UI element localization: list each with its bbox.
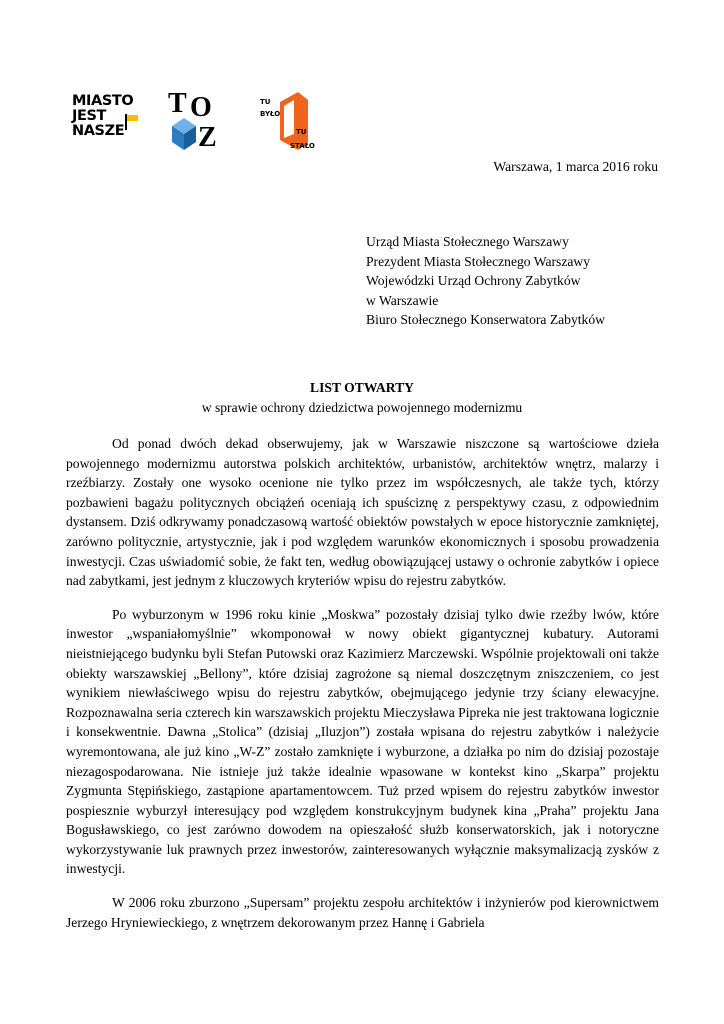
tbts-word-3: TU xyxy=(296,128,307,136)
addressee-block xyxy=(366,232,605,330)
addressee-line: Urząd Miasta Stołecznego Warszawy xyxy=(366,234,569,249)
letter-date: Warszawa, 1 marca 2016 roku xyxy=(493,159,658,174)
toz-letter-z: Z xyxy=(198,122,217,153)
letter-body xyxy=(66,434,659,946)
mjn-line-1: MIASTO xyxy=(72,93,134,109)
toz-letter-o: O xyxy=(190,92,212,123)
addressee-line: Biuro Stołecznego Konserwatora Zabytków xyxy=(366,312,605,327)
addressee-line: w Warszawie xyxy=(366,292,439,308)
flag-icon xyxy=(124,114,140,130)
toz-letter-t: T xyxy=(168,88,187,119)
tbts-word-2: BYŁO xyxy=(260,110,281,118)
letter-subtitle: w sprawie ochrony dziedzictwa powojennego modernizmu xyxy=(201,400,523,415)
addressee-line: Prezydent Miasta Stołecznego Warszawy xyxy=(366,253,591,269)
body-paragraph-1: Od ponad dwóch dekad obserwujemy, jak w Warszawie niszczone są wartościowe dzieła powojennego modernizmu autorstwa polskich architektów, urbanistów, architektów wnętrz, malarzy i rzeźbiarzy. Zostały one wysoko ocenione nie tylko przez im współczesnych, ale także tych, którzy pozbawieni bagażu politycznych obciążeń oceniają ich spuściznę z perspektywy czasu, z odpowiednim dystansem. Dziś odkrywamy ponadczasową wartość obiektów powstałych w epoce historycznie zamkniętej, zarówno politycznie, artystycznie, jak i pod względem warunków ekonomicznych i sposobu prowadzenia inwestycji. Czas uświadomić sobie, że fakt ten, według obowiązującej ustawy o ochronie zabytków i opiece nad zabytkami, jest jednym z kluczowych kryteriów wpisu do rejestru zabytków. xyxy=(66,436,659,589)
mjn-line-3: NASZE xyxy=(72,123,125,139)
tu-bylo-tu-stalo-logo xyxy=(258,90,318,156)
miasto-jest-nasze-logo xyxy=(72,94,142,152)
tbts-word-4: STAŁO xyxy=(290,142,315,150)
mjn-line-2: JEST xyxy=(72,108,107,124)
letter-title: LIST OTWARTY xyxy=(310,380,414,395)
body-paragraph-3: W 2006 roku zburzono „Supersam” projektu zespołu architektów i inżynierów pod kierownictwem Jerzego Hryniewieckiego, z wnętrzem dekorowanym przez Hannę i Gabriela xyxy=(66,895,659,930)
addressee-line: Wojewódzki Urząd Ochrony Zabytków xyxy=(366,273,581,288)
body-paragraph-2: Po wyburzonym w 1996 roku kinie „Moskwa” pozostały dzisiaj tylko dwie rzeźby lwów, które inwestor „wspaniałomyślnie” wkomponował w nowy obiekt gigantycznej kubatury. Autorami nieistniejącego budynku byli Stefan Putowski oraz Kazimierz Marczewski. Wspólnie projektowali oni także obiekty warszawskiej „Bellony”, które dzisiaj zagrożone są niemal doszczętnym zniszczeniem, co jest wynikiem niewłaściwego wpisu do rejestru zabytków, obejmującego jedynie trzy ściany elewacyjne. Rozpoznawalna seria czterech kin warszawskich projektu Mieczysława Pipreka nie jest traktowana logicznie i konsekwentnie. Dawna „Stolica” (dzisiaj „Iluzjon”) została wpisana do rejestru zabytków i należycie wyremontowana, ale już kino „W-Z” zostało zamknięte i wyburzone, a działka po nim do dzisiaj pozostaje niezagospodarowana. Nie istnieje już także idealnie wpasowane w kontekst kino „Skarpa” projektu Zygmunta Stępińskiego, zastąpione apartamentowcem. Tuż przed wpisem do rejestru zabytków inwestor pospiesznie wyburzył interesujący pod względem konstrukcyjnym budynek kina „Praha” projektu Jana Bogusławskiego, co jest zarówno dowodem na opieszałość służb konserwatorskich, jak i notoryczne wykorzystywanie luk prawnych przez inwestorów, zainteresowanych wyłącznie maksymalizacją zysków z inwestycji. xyxy=(66,606,659,877)
toz-logo xyxy=(168,88,232,154)
tbts-word-1: TU xyxy=(260,98,271,106)
